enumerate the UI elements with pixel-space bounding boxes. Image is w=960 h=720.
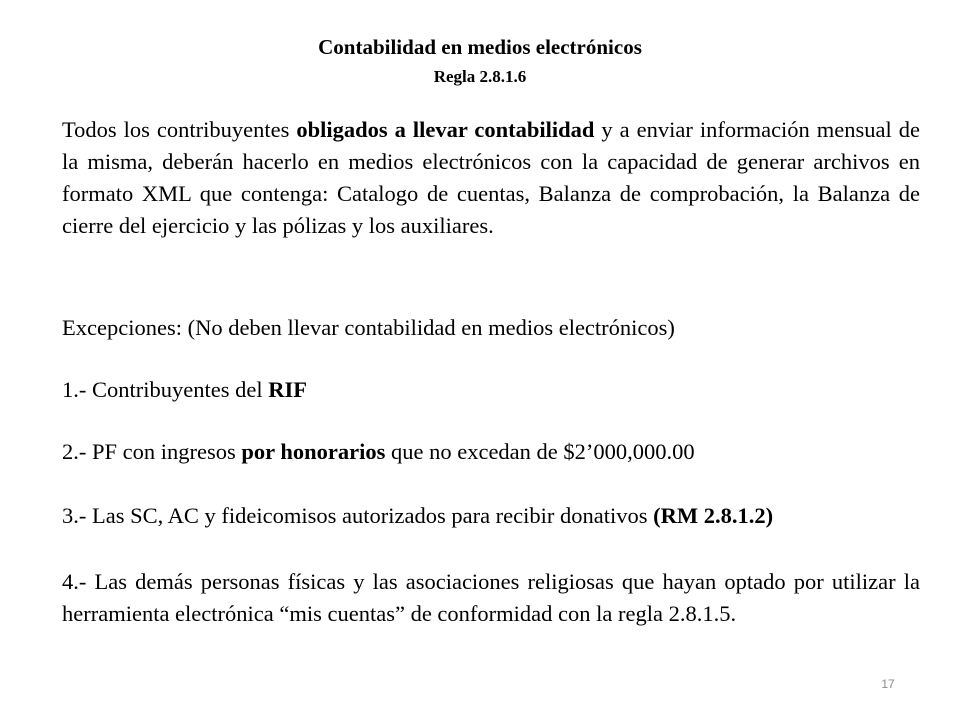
exception-item-4-text: 4.- Las demás personas físicas y las asociaciones religiosas que hayan optado por utilizar la herramienta electrónica “mis cuentas” de conformidad con la regla 2.8.1.5. (62, 569, 920, 626)
intro-text-start: Todos los contribuyentes (62, 117, 297, 142)
exception-item-2-text: 2.- PF con ingresos (62, 439, 242, 464)
exceptions-heading: Excepciones: (No deben llevar contabilidad en medios electrónicos) (62, 315, 675, 340)
slide-title: Contabilidad en medios electrónicos (318, 35, 642, 59)
exception-item-1-bold: RIF (268, 377, 307, 402)
exception-item-2 (62, 436, 920, 468)
exception-item-4 (62, 566, 920, 630)
exception-item-1-text: 1.- Contribuyentes del (62, 377, 269, 402)
intro-bold-text: obligados a llevar contabilidad (296, 117, 595, 142)
exception-item-3 (62, 500, 920, 532)
exception-item-3-text: 3.- Las SC, AC y fideicomisos autorizados para recibir donativos (62, 503, 654, 528)
exception-item-2-bold: por honorarios (241, 439, 386, 464)
exception-item-1 (62, 374, 920, 406)
intro-paragraph (62, 114, 920, 242)
exception-item-3-bold: (RM 2.8.1.2) (653, 503, 774, 528)
page-number: 17 (881, 677, 895, 691)
exception-item-2-tail: que no excedan de $2’000,000.00 (385, 439, 695, 464)
slide-subtitle: Regla 2.8.1.6 (433, 67, 527, 86)
intro-text-end: y a enviar información mensual de la misma, deberán hacerlo en medios electrónicos con la capacidad de generar archivos en formato XML que contenga: Catalogo de cuentas, Balanza de comprobación, la Balanza de cierre del ejercicio y las pólizas y los auxiliares. (62, 117, 920, 238)
